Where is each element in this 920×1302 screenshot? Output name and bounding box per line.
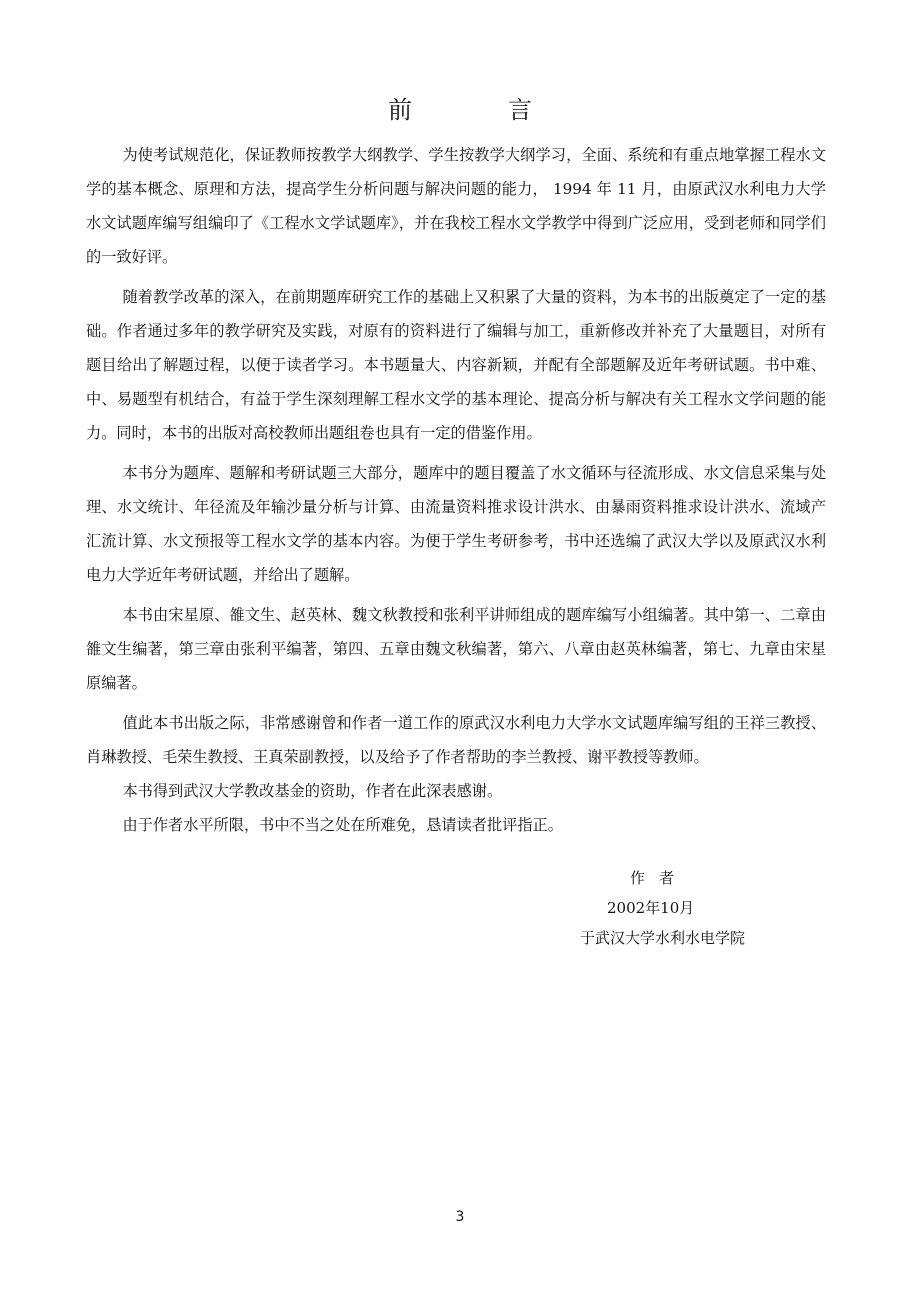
page-number: 3: [455, 1209, 465, 1225]
page-title: 前 言: [388, 96, 568, 124]
paragraph: 值此本书出版之际，非常感谢曾和作者一道工作的原武汉水利电力大学水文试题库编写组的王祥三教授、肖琳教授、毛荣生教授、王真荣副教授，以及给予了作者帮助的李兰教授、谢平教授等教师。: [86, 714, 826, 766]
preface-body: [86, 138, 826, 842]
paragraph: 随着教学改革的深入，在前期题库研究工作的基础上又积累了大量的资料，为本书的出版奠定了一定的基础。作者通过多年的教学研究及实践，对原有的资料进行了编辑与加工，重新修改并补充了大量题目，对所有题目给出了解题过程，以便于读者学习。本书题量大、内容新颖，并配有全部题解及近年考研试题。书中难、中、易题型有机结合，有益于学生深刻理解工程水文学的基本理论、提高分析与解决有关工程水文学问题的能力。同时，本书的出版对高校教师出题组卷也具有一定的借鉴作用。: [86, 288, 826, 442]
signature-author: 作者: [630, 869, 689, 887]
signature-date: 2002年10月: [607, 899, 695, 917]
paragraph: 为使考试规范化，保证教师按教学大纲教学、学生按教学大纲学习，全面、系统和有重点地掌握工程水文学的基本概念、原理和方法，提高学生分析问题与解决问题的能力， 1994 年 11 月，由原武汉水利电力大学水文试题库编写组编印了《工程水文学试题库》，并在我校工程水文学教学中得到广泛应用，受到老师和同学们的一致好评。: [86, 146, 826, 266]
paragraph: 本书由宋星原、雒文生、赵英林、魏文秋教授和张利平讲师组成的题库编写小组编著。其中第一、二章由雒文生编著，第三章由张利平编著，第四、五章由魏文秋编著，第六、八章由赵英林编著，第七、九章由宋星原编著。: [86, 606, 826, 692]
signature-place: 于武汉大学水利水电学院: [580, 929, 746, 947]
paragraph: 本书分为题库、题解和考研试题三大部分，题库中的题目覆盖了水文循环与径流形成、水文信息采集与处理、水文统计、年径流及年输沙量分析与计算、由流量资料推求设计洪水、由暴雨资料推求设计洪水、流域产汇流计算、水文预报等工程水文学的基本内容。为便于学生考研参考，书中还选编了武汉大学以及原武汉水利电力大学近年考研试题，并给出了题解。: [86, 464, 826, 584]
paragraph: 由于作者水平所限，书中不当之处在所难免，恳请读者批评指正。: [122, 816, 563, 834]
paragraph: 本书得到武汉大学教改基金的资助，作者在此深表感谢。: [122, 782, 503, 800]
